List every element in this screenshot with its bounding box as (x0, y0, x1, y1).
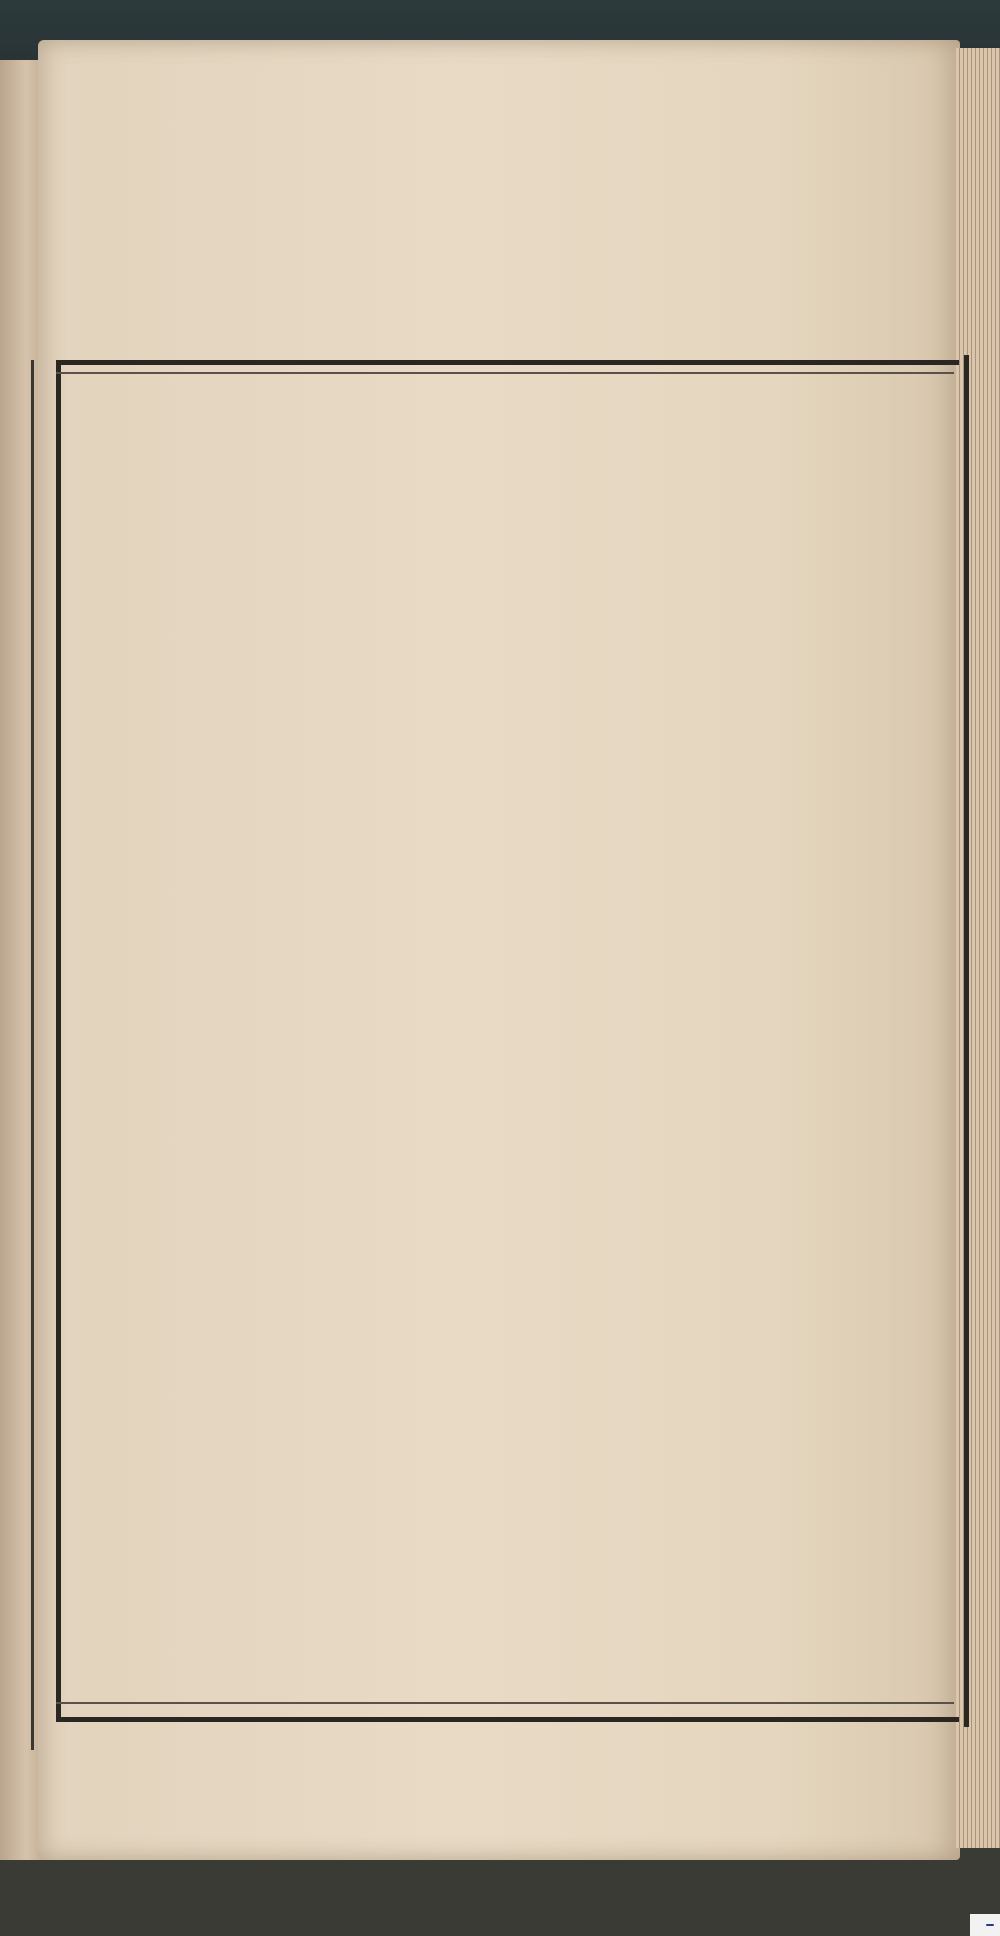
previous-page-rule (31, 360, 34, 1750)
frame-inner-top-rule (56, 372, 954, 374)
lower-text-block (72, 640, 952, 1700)
upper-text-block (72, 382, 952, 642)
frame-inner-bottom-rule (56, 1702, 954, 1704)
page-stack-edge (956, 48, 1000, 1848)
dfg-logo-badge (986, 1924, 994, 1926)
digitization-footer (970, 1914, 1000, 1936)
